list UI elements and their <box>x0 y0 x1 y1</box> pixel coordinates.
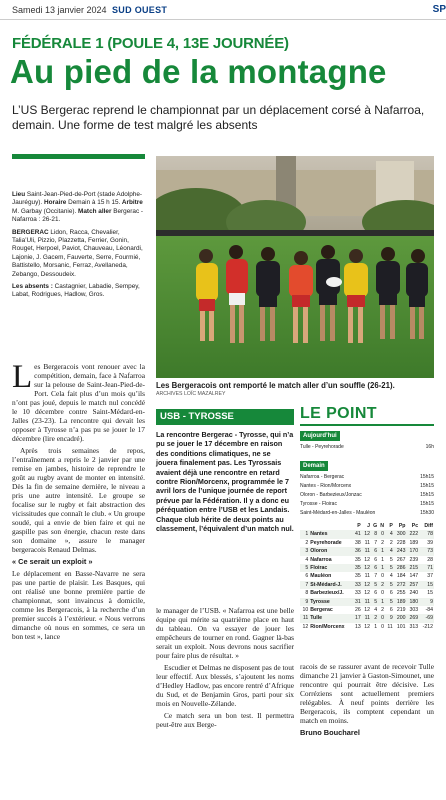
standings-cell: 0 <box>381 531 384 538</box>
absents-paragraph <box>12 283 145 300</box>
info-label: Horaire <box>42 199 67 207</box>
standings-cell: 11 <box>364 573 370 580</box>
article-paragraph <box>12 359 145 443</box>
standings-cell: 5 <box>389 556 393 563</box>
standings-cell: 17 <box>354 615 361 622</box>
standings-cell: 7 <box>374 573 378 580</box>
standings-team: Tyrosse <box>310 598 330 605</box>
standings-cell: 7 <box>374 539 378 546</box>
standings-cell: 6 <box>389 590 393 597</box>
standings-cell: 6 <box>305 573 309 580</box>
standings-cell: 38 <box>354 539 361 546</box>
standings-row <box>300 614 434 622</box>
article-paragraph: Le déplacement en Basse-Navarre ne sera pas une partie de plaisir. Les Basques, qui ont réalisé une bonne première partie de championnat, sont invaincus à domicile, comme les Bergeracois, à la recherche d’un premier succès à l’extérieur. « Nous verrons dimanche où nous en sommes, ce sera un bon test », lance <box>12 569 145 641</box>
info-text: Saint-Jean-Pied-de-Port (stade Adolphe-Jauréguy). <box>12 191 143 207</box>
standings-cell: 255 <box>396 590 406 597</box>
standings-team: Floirac <box>310 565 328 572</box>
rugby-match-illustration <box>156 156 434 378</box>
standings-cell: 0 <box>381 573 384 580</box>
standings-cell: 4 <box>305 556 309 563</box>
standings-cell: 4 <box>389 531 393 538</box>
le-point-title: LE POINT <box>300 405 377 422</box>
standings-cell: 26 <box>354 607 361 614</box>
standings-cell: 101 <box>396 623 406 630</box>
col-header: Pp <box>398 523 406 529</box>
standings-cell: 300 <box>396 531 406 538</box>
fixture-time: 15h15 <box>420 501 434 507</box>
standings-cell: 35 <box>354 573 361 580</box>
kicker: FÉDÉRALE 1 (POULE 4, 13E JOURNÉE) <box>12 35 289 52</box>
standings-cell: -212 <box>422 623 433 630</box>
info-text: Bergerac - Nafarroa : 26-21. <box>12 207 144 224</box>
squad-paragraph <box>12 229 145 279</box>
standings-cell: 257 <box>409 581 419 588</box>
standings-team: Oloron <box>310 548 328 555</box>
standings-header-row <box>300 522 434 530</box>
article-paragraph: Escudier et Delmas ne disposent pas de tout leur effectif. Aux blessés, s’ajoutent les noms d’Hedley Hadlow, pas encore rentré d’Afrique du Sud, et de Benjamin Gros, parti pour six mois en Nouvelle-Zélande. <box>156 663 294 708</box>
standings-cell: 28 <box>427 556 433 563</box>
standfirst: L’US Bergerac reprend le championnat par un déplacement corsé à Nafarroa, demain. Une forme de test malgré les absents <box>12 103 425 132</box>
standings-cell: 6 <box>374 565 378 572</box>
standings-cell: 2 <box>305 539 309 546</box>
standings-table <box>300 522 434 631</box>
standings-cell: 1 <box>374 623 378 630</box>
standings-cell: 41 <box>354 531 361 538</box>
standings-cell: 1 <box>381 548 384 555</box>
standings-row <box>300 547 434 555</box>
standings-team: St-Médard-J. <box>310 581 342 588</box>
standings-cell: 9 <box>305 598 309 605</box>
col-header: J <box>367 523 370 529</box>
standings-cell: 12 <box>364 531 370 538</box>
standings-cell: 5 <box>389 581 393 588</box>
standings-cell: 12 <box>364 556 370 563</box>
fixture-row <box>300 509 434 517</box>
standings-cell: 8 <box>374 531 378 538</box>
standings-cell: 9 <box>430 598 433 605</box>
fixture-row <box>300 491 434 499</box>
fixture-match: Tulle - Peyrehorade <box>300 444 344 450</box>
standings-row <box>300 606 434 614</box>
standings-cell: 2 <box>381 581 384 588</box>
fixture-row <box>300 443 434 451</box>
match-info-box <box>12 191 145 304</box>
standings-cell: 1 <box>305 531 309 538</box>
squad-label: BERGERAC <box>12 228 49 236</box>
standings-cell: 39 <box>427 539 433 546</box>
standings-cell: 303 <box>409 607 419 614</box>
standings-cell: 33 <box>354 581 361 588</box>
standings-cell: 219 <box>396 607 406 614</box>
standings-cell: 240 <box>409 590 419 597</box>
match-photo <box>156 156 434 378</box>
info-label: Match aller <box>76 207 112 215</box>
info-text: Demain à 15 h 15. <box>66 199 121 207</box>
standings-cell: 222 <box>409 531 419 538</box>
standings-cell: 2 <box>374 615 378 622</box>
standings-cell: 11 <box>364 539 370 546</box>
standings-team: Nantes <box>310 531 328 538</box>
info-text: M. Garbay (Occitanie). <box>12 207 77 215</box>
standings-cell: 73 <box>427 548 433 555</box>
standings-cell: 31 <box>354 598 361 605</box>
standings-cell: 11 <box>364 615 370 622</box>
standings-table-wrap <box>300 522 434 631</box>
standings-cell: 10 <box>302 607 309 614</box>
standings-cell: 35 <box>354 556 361 563</box>
standings-row <box>300 556 434 564</box>
standings-cell: 2 <box>381 607 384 614</box>
article-column-1 <box>12 359 146 644</box>
fixture-time: 15h15 <box>420 474 434 480</box>
absents-label: Les absents : <box>12 283 53 291</box>
standings-cell: 36 <box>354 548 361 555</box>
standings-cell: 33 <box>354 590 361 597</box>
standings-cell: 286 <box>396 565 406 572</box>
fixture-time: 15h30 <box>420 510 434 516</box>
standings-cell: 12 <box>302 623 309 630</box>
col-header: Diff <box>424 523 433 529</box>
standings-cell: 267 <box>396 556 406 563</box>
standings-cell: 37 <box>427 573 433 580</box>
standings-row <box>300 539 434 547</box>
standings-cell: -84 <box>425 607 433 614</box>
standings-cell: 71 <box>427 565 433 572</box>
standings-cell: 5 <box>389 598 393 605</box>
col-header: P <box>357 523 361 529</box>
squad-list: Lidon, Racca, Chevalier, Talia’Uli, Pizzio, Plazzetta, Ferrier, Gonin, Rouget, Herpoel, Paviot, Chauveau, Léonardi, Lajonie, J. Gacem, Fauverte, Serre, Fourmié, Battistello, Morsanic, Ferraz, Avellaneda, Zebango, Dessoudeix. <box>12 228 143 278</box>
standings-cell: 215 <box>409 565 419 572</box>
standings-cell: 2 <box>389 539 393 546</box>
fixture-row <box>300 500 434 508</box>
le-point-rule <box>300 424 434 426</box>
article-column-3 <box>300 662 434 740</box>
standings-cell: 200 <box>396 615 406 622</box>
fixture-time: 15h15 <box>420 492 434 498</box>
standings-cell: 1 <box>381 598 384 605</box>
article-subhead: « Ce serait un exploit » <box>12 557 93 566</box>
fixture-row <box>300 473 434 481</box>
standings-cell: 11 <box>364 548 370 555</box>
standings-cell: 243 <box>396 548 406 555</box>
article-paragraph: Après trois semaines de repos, l’entraînement a repris le 2 janvier par une remise en jambes, histoire de reprendre le goût au rugby avant de monter en intensité. Dès la fin de semaine dernière, le niveau a pris une autre intensité. Le groupe se focalise sur le rugby et fait abstraction des vicissitudes que connaît le club. « Un groupe soudé, qui a envie de bien faire et qui ne gaspille pas son énergie, chacun reste dans son domaine », assure le manager bergeracois Renaud Delmas. <box>12 446 146 554</box>
sidebar-title: USB - TYROSSE <box>156 409 294 425</box>
match-info-paragraph <box>12 191 145 225</box>
standings-cell: 9 <box>389 615 393 622</box>
standings-cell: 147 <box>409 573 419 580</box>
fixture-match: Tyrosse - Floirac <box>300 501 337 507</box>
standings-cell: 11 <box>364 598 370 605</box>
standings-cell: 6 <box>389 607 393 614</box>
fixture-match: Oloron - Barbezieux/Jonzac <box>300 492 362 498</box>
standings-cell: 12 <box>364 607 370 614</box>
standings-cell: 0 <box>381 615 384 622</box>
standings-cell: 4 <box>374 607 378 614</box>
standings-cell: 12 <box>364 565 370 572</box>
standings-cell: 7 <box>305 581 309 588</box>
today-tag: Aujourd’hui <box>300 431 340 441</box>
section-label: SP <box>432 4 446 15</box>
article-author: Bruno Boucharel <box>300 728 360 737</box>
standings-cell: 184 <box>396 573 406 580</box>
fixture-row <box>300 482 434 490</box>
standings-cell: 12 <box>364 590 370 597</box>
standings-row <box>300 581 434 589</box>
standings-cell: 5 <box>305 565 309 572</box>
standings-cell: -69 <box>425 615 433 622</box>
article-paragraph: racois de se rassurer avant de recevoir Tulle dimanche 21 janvier à Gaston-Simounet, une rencontre qui pourrait être décisive. Les Corréziens sont actuellement premiers relégables. À neuf points derrière les Bergeracois, ils comptent cependant un match en moins. <box>300 662 434 725</box>
article-paragraph: Ce match sera un bon test. Il permettra peut-être aux Berge- <box>156 711 294 729</box>
standings-team: Tulle <box>310 615 322 622</box>
standings-row <box>300 623 434 631</box>
newspaper-name: SUD OUEST <box>112 5 168 15</box>
article-paragraph: le manager de l’USB. « Nafarroa est une belle équipe qui mérite sa quatrième place en haut du tableau. On va essayer de jouer les empêcheurs de tourner en rond. Gagner là-bas serait un exploit. Nous devrons nous sacrifier pour faire plus de résultat. » <box>156 606 294 660</box>
standings-cell: 6 <box>374 590 378 597</box>
fixture-match: Saint-Médard-en-Jalles - Mauléon <box>300 510 376 516</box>
standings-team: Peyrehorade <box>310 539 342 546</box>
col-header <box>309 522 352 530</box>
standings-row <box>300 564 434 572</box>
standings-cell: 15 <box>427 590 433 597</box>
standings-cell: 6 <box>374 548 378 555</box>
standings-cell: 5 <box>374 598 378 605</box>
standings-cell: 1 <box>381 565 384 572</box>
standings-cell: 11 <box>387 623 393 630</box>
standings-cell: 4 <box>389 573 393 580</box>
headline: Au pied de la montagne <box>10 53 387 90</box>
standings-cell: 189 <box>409 539 419 546</box>
absents-list: Castagnier, Labadie, Sempey, Labat, Rodrigues, Hadlow, Gros. <box>12 283 140 299</box>
standings-cell: 239 <box>409 556 419 563</box>
standings-row <box>300 530 434 538</box>
standings-team: Mauléon <box>310 573 332 580</box>
standings-cell: 6 <box>374 556 378 563</box>
standings-cell: 180 <box>409 598 419 605</box>
standings-cell: 15 <box>427 581 433 588</box>
standings-cell: 5 <box>374 581 378 588</box>
standings-cell: 2 <box>381 539 384 546</box>
standings-cell: 35 <box>354 565 361 572</box>
masthead <box>0 0 446 20</box>
standings-cell: 170 <box>409 548 419 555</box>
standings-cell: 272 <box>396 581 406 588</box>
standings-row <box>300 598 434 606</box>
photo-credit: ARCHIVES LOÏC MAZALREY <box>156 391 226 397</box>
standings-team: Barbezieux/J. <box>310 590 344 597</box>
standings-team: Nafarroa <box>310 556 332 563</box>
paragraph-text: es Bergeracois vont renouer avec la compétition, demain, face à Nafarroa sur la pelouse de Saint-Jean-Pied-de-Port. Cela fait plus d’un mois qu’ils n’ont pas joué, depuis le match nul concédé le 10 décembre contre Saint-Médard-en-Jalles (23-23). La rencontre qui devait les opposer à Tyrosse n’a pas pu se jouer le 17 décembre (lire encadré). <box>12 362 145 443</box>
fixture-time: 15h15 <box>420 483 434 489</box>
col-header: P <box>389 523 393 529</box>
sidebar-body: La rencontre Bergerac - Tyrosse, qui n’a pu se jouer le 17 décembre en raison des conditions climatiques, ne se jouera finalement pas. Les Tyrossais avaient déjà une rencontre en retard contre Rion/Morcenx, programmée le 7 avril lors de l’unique journée de report prévue par la Fédération. Il y a donc eu péréquation entre l’USB et les Landais. Chaque club hérite de deux points au classement, l’équivalent d’un match nul. <box>156 430 294 534</box>
standings-row <box>300 589 434 597</box>
standings-cell: 189 <box>396 598 406 605</box>
info-label: Arbitre <box>120 199 143 207</box>
fixture-match: Nafarroa - Bergerac <box>300 474 345 480</box>
standings-cell: 0 <box>381 590 384 597</box>
fixture-match: Nantes - Rion/Morcenx <box>300 483 352 489</box>
col-header: Pc <box>411 523 419 529</box>
standings-team: Rion/Morcenx <box>310 623 345 630</box>
tomorrow-tag: Demain <box>300 461 328 471</box>
standings-cell: 228 <box>396 539 406 546</box>
info-label: Lieu <box>12 191 26 198</box>
issue-date: Samedi 13 janvier 2024 <box>12 5 107 15</box>
standings-cell: 8 <box>305 590 309 597</box>
col-header <box>300 522 309 530</box>
fixture-time: 16h <box>425 444 434 450</box>
score-box-bar <box>12 154 145 159</box>
standings-cell: 12 <box>364 623 370 630</box>
standings-cell: 313 <box>409 623 419 630</box>
drop-cap: L <box>12 359 33 395</box>
col-header: G <box>373 523 378 529</box>
standings-body <box>300 530 434 631</box>
standings-team: Bergerac <box>310 607 333 614</box>
article-column-2 <box>156 606 294 732</box>
standings-cell: 4 <box>389 548 393 555</box>
standings-cell: 78 <box>427 531 433 538</box>
standings-cell: 12 <box>364 581 370 588</box>
photo-caption: Les Bergeracois ont remporté le match aller d’un souffle (26-21). <box>156 381 395 390</box>
standings-cell: 11 <box>302 615 309 622</box>
col-header: N <box>380 523 384 529</box>
standings-cell: 269 <box>409 615 419 622</box>
standings-cell: 0 <box>381 623 384 630</box>
standings-cell: 13 <box>354 623 361 630</box>
standings-cell: 1 <box>381 556 384 563</box>
standings-row <box>300 572 434 580</box>
standings-cell: 5 <box>389 565 393 572</box>
standings-cell: 3 <box>305 548 309 555</box>
